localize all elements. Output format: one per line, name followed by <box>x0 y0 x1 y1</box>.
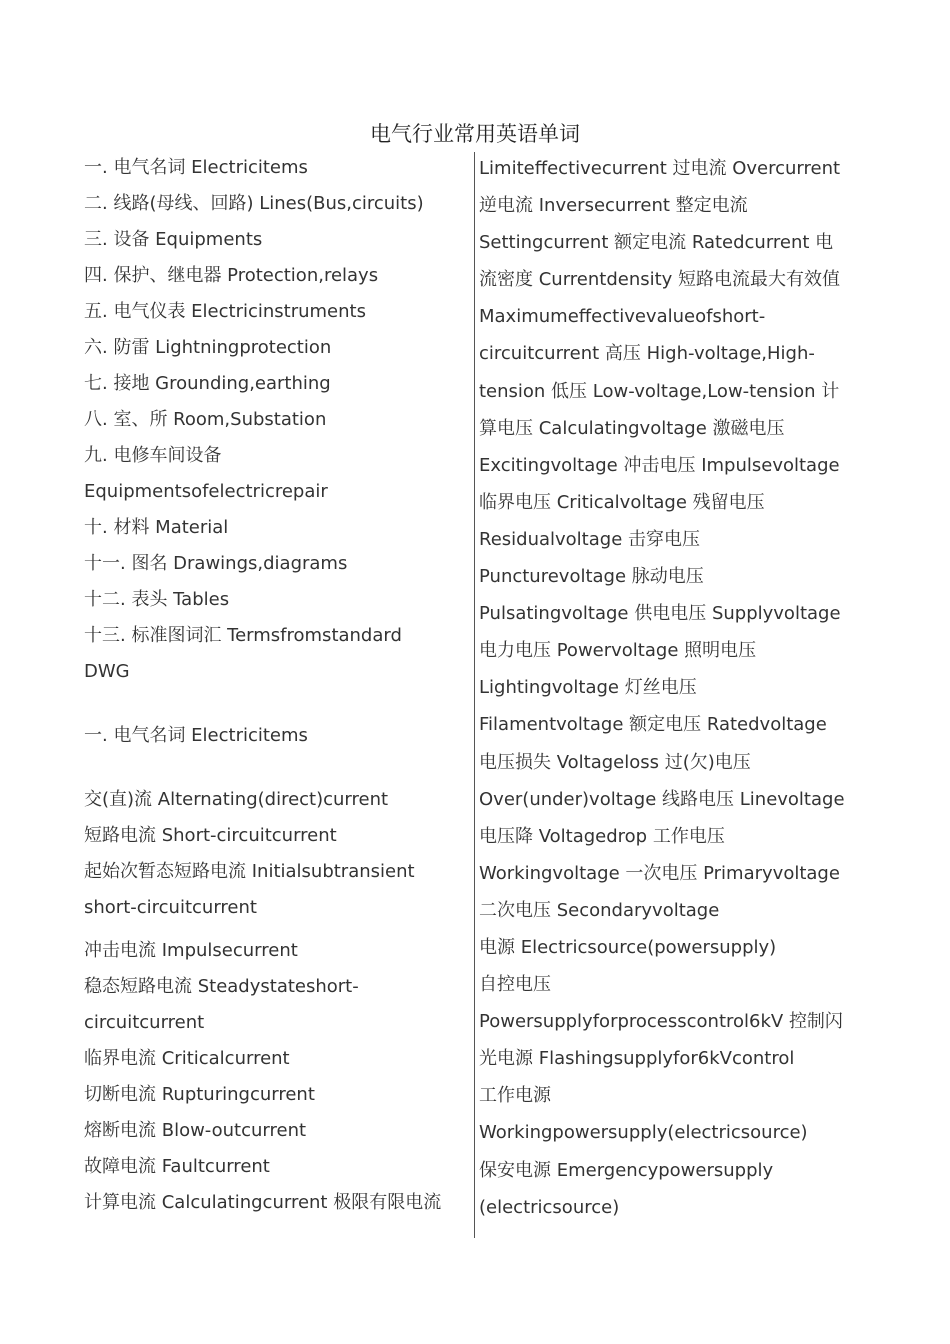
term-line: Maximumeffectivevalueofshort- <box>479 306 766 328</box>
section-heading: 一. 电气名词 Electricitems <box>84 725 308 746</box>
term-line: 电压降 Voltagedrop 工作电压 <box>479 825 725 847</box>
term-line: 临界电流 Criticalcurrent <box>84 1048 290 1069</box>
term-line: 起始次暂态短路电流 Initialsubtransient <box>84 861 415 882</box>
term-line: 切断电流 Rupturingcurrent <box>84 1084 315 1105</box>
term-line: Filamentvoltage 额定电压 Ratedvoltage <box>479 714 827 736</box>
page-title: 电气行业常用英语单词 <box>370 122 580 146</box>
term-line: 短路电流 Short-circuitcurrent <box>84 825 337 846</box>
term-line: Puncturevoltage 脉动电压 <box>479 566 704 588</box>
term-line: 稳态短路电流 Steadystateshort- <box>84 976 359 997</box>
term-line: circuitcurrent <box>84 1012 205 1033</box>
term-line: 逆电流 Inversecurrent 整定电流 <box>479 195 748 217</box>
toc-item: 十二. 表头 Tables <box>84 589 230 610</box>
term-line: 故障电流 Faultcurrent <box>84 1156 270 1177</box>
toc-item: 一. 电气名词 Electricitems <box>84 157 308 178</box>
toc-item: 四. 保护、继电器 Protection,relays <box>84 265 379 286</box>
toc-item: 八. 室、所 Room,Substation <box>84 409 327 430</box>
term-line: 交(直)流 Alternating(direct)current <box>84 789 389 810</box>
term-line: Settingcurrent 额定电流 Ratedcurrent 电 <box>479 232 834 254</box>
term-line: Residualvoltage 击穿电压 <box>479 528 700 550</box>
term-line: short-circuitcurrent <box>84 897 257 918</box>
term-line: 保安电源 Emergencypowersupply <box>479 1159 774 1181</box>
right-column <box>479 150 879 1226</box>
toc-item: 五. 电气仪表 Electricinstruments <box>84 301 366 322</box>
toc-item: 二. 线路(母线、回路) Lines(Bus,circuits) <box>84 193 424 214</box>
term-line: circuitcurrent 高压 High-voltage,High- <box>479 343 815 365</box>
term-line: 算电压 Calculatingvoltage 激磁电压 <box>479 417 785 439</box>
term-line: 冲击电流 Impulsecurrent <box>84 940 298 961</box>
term-line: 光电源 Flashingsupplyfor6kVcontrol <box>479 1048 795 1070</box>
toc-item: 六. 防雷 Lightningprotection <box>84 337 332 358</box>
column-divider <box>474 152 475 1238</box>
term-line: Workingpowersupply(electricsource) <box>479 1122 808 1144</box>
toc-item: 十三. 标准图词汇 Termsfromstandard <box>84 625 402 646</box>
left-column <box>84 150 469 1221</box>
toc-item: 十一. 图名 Drawings,diagrams <box>84 553 348 574</box>
term-line: Powersupplyforprocesscontrol6kV 控制闪 <box>479 1011 843 1033</box>
term-line: Workingvoltage 一次电压 Primaryvoltage <box>479 862 840 884</box>
term-line: Limiteffectivecurrent 过电流 Overcurrent <box>479 158 841 179</box>
term-line: tension 低压 Low-voltage,Low-tension 计 <box>479 380 840 402</box>
toc-item: DWG <box>84 661 130 682</box>
term-line: (electricsource) <box>479 1196 620 1218</box>
term-line: Lightingvoltage 灯丝电压 <box>479 677 697 699</box>
term-line: 二次电压 Secondaryvoltage <box>479 899 720 921</box>
term-line: 电压损失 Voltageloss 过(欠)电压 <box>479 751 751 773</box>
toc-item: Equipmentsofelectricrepair <box>84 481 328 502</box>
term-line: 电源 Electricsource(powersupply) <box>479 936 777 958</box>
term-line: Excitingvoltage 冲击电压 Impulsevoltage <box>479 454 840 476</box>
term-line: 流密度 Currentdensity 短路电流最大有效值 <box>479 269 841 291</box>
term-line: 工作电源 <box>479 1085 551 1107</box>
toc-item: 十. 材料 Material <box>84 517 229 538</box>
term-line: 熔断电流 Blow-outcurrent <box>84 1120 307 1141</box>
toc-item: 七. 接地 Grounding,earthing <box>84 373 331 394</box>
term-line: Over(under)voltage 线路电压 Linevoltage <box>479 788 845 810</box>
term-line: 自控电压 <box>479 974 551 996</box>
term-line: 临界电压 Criticalvoltage 残留电压 <box>479 491 765 513</box>
term-line: 计算电流 Calculatingcurrent 极限有限电流 <box>84 1192 442 1213</box>
term-line: Pulsatingvoltage 供电电压 Supplyvoltage <box>479 603 841 625</box>
term-line: 电力电压 Powervoltage 照明电压 <box>479 640 757 662</box>
toc-item: 九. 电修车间设备 <box>84 445 222 466</box>
toc-item: 三. 设备 Equipments <box>84 229 263 250</box>
